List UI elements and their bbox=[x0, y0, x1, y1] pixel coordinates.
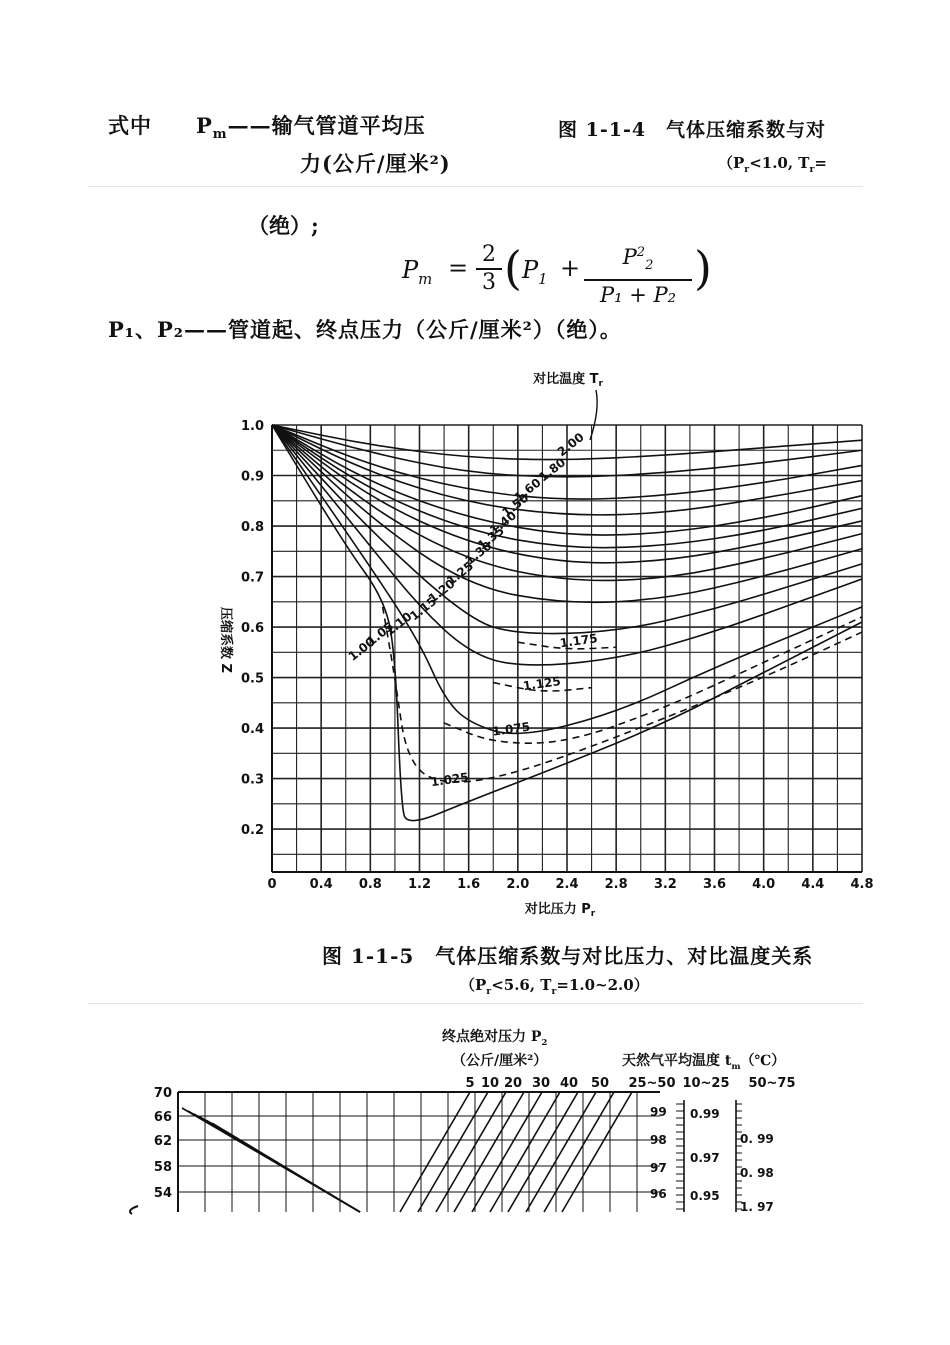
pressure-definition: P₁、P₂——管道起、终点压力（公斤/厘米²）（绝）。 bbox=[108, 317, 622, 342]
curve-label: 1.075 bbox=[491, 719, 531, 739]
curve-label: 1.00 bbox=[345, 634, 378, 664]
nomogram-diagonal-b bbox=[526, 1092, 596, 1212]
curve-label: 1.25 bbox=[444, 558, 477, 589]
curve-label: 1.20 bbox=[425, 576, 458, 606]
x-tick-label: 2.4 bbox=[555, 877, 579, 892]
x-tick-label: 0.8 bbox=[358, 877, 382, 892]
nomogram-diagonal-b bbox=[562, 1092, 632, 1212]
curve-label: 1.35 bbox=[474, 523, 507, 553]
nomogram-temp-range: 10~25 bbox=[682, 1076, 730, 1091]
scale-a-label: 98 bbox=[650, 1133, 667, 1147]
nomogram-header-temperature: 天然气平均温度 $t_m(℃)$ bbox=[622, 1053, 786, 1072]
nomogram-diagonal-b bbox=[472, 1092, 542, 1212]
x-tick-label: 4.4 bbox=[801, 877, 825, 892]
x-tick-label: 2.8 bbox=[604, 877, 628, 892]
x-tick-label: 4.0 bbox=[752, 877, 776, 892]
nomogram-left-tick: 54 bbox=[153, 1186, 172, 1201]
nomogram-diagonal-b bbox=[454, 1092, 524, 1212]
y-tick-label: 0.8 bbox=[240, 520, 264, 536]
curve-label: 1.60 bbox=[511, 475, 544, 505]
nomogram-pressure-tick: 10 bbox=[480, 1076, 500, 1091]
scale-b-label: 0.99 bbox=[690, 1107, 720, 1121]
nomogram-left-tick: 58 bbox=[153, 1160, 172, 1175]
nomogram-header-end-pressure: 终点绝对压力 $P_2$ bbox=[442, 1029, 548, 1048]
nomogram-left-tick: 62 bbox=[153, 1134, 172, 1149]
y-axis-title: 压缩系数 Z bbox=[218, 607, 233, 673]
scale-a-label: 96 bbox=[650, 1187, 667, 1201]
y-tick-label: 0.3 bbox=[240, 772, 264, 788]
curve-label: 1.025 bbox=[429, 770, 470, 790]
x-tick-label: 3.2 bbox=[653, 877, 677, 892]
scale-c-label: 0. 99 bbox=[740, 1132, 774, 1146]
y-tick-label: 0.6 bbox=[240, 621, 264, 637]
where-clause-line1: 式中 $P_m——$输气管道平均压 bbox=[108, 113, 426, 143]
scale-c-label: 1. 97 bbox=[740, 1200, 774, 1214]
scale-b-label: 0.97 bbox=[690, 1151, 720, 1165]
nomogram-diagonal-b bbox=[418, 1092, 488, 1212]
figure-1-1-4-title: 图 1-1-4 气体压缩系数与对 bbox=[558, 119, 827, 141]
curve-label: 2.00 bbox=[554, 429, 587, 460]
nomogram-pressure-tick: 5 bbox=[465, 1076, 475, 1091]
nomogram-temp-range: 50~75 bbox=[748, 1076, 796, 1091]
nomogram-diagonal-b bbox=[508, 1092, 578, 1212]
absolute-note: （绝）; bbox=[248, 213, 319, 238]
curve-label: 1.175 bbox=[558, 631, 599, 651]
curve-label: 1.15 bbox=[407, 594, 440, 624]
nomogram-header-units: （公斤/厘米²） bbox=[452, 1053, 548, 1069]
curve-label: 1.50 bbox=[499, 490, 532, 520]
y-tick-label: 0.7 bbox=[240, 570, 264, 586]
curve-label: 1.30 bbox=[462, 538, 495, 568]
where-clause-line2: 力(公斤/厘米²) bbox=[300, 151, 451, 176]
scale-c-label: 0. 98 bbox=[740, 1166, 774, 1180]
nomogram-pressure-tick: 20 bbox=[503, 1076, 523, 1091]
curve-label: 1.125 bbox=[522, 674, 562, 694]
y-tick-label: 1.0 bbox=[240, 419, 264, 434]
x-tick-label: 1.6 bbox=[457, 877, 481, 892]
figure-1-1-5-title: 图 1-1-5 气体压缩系数与对比压力、对比温度关系 bbox=[322, 944, 814, 968]
scale-a-label: 99 bbox=[650, 1105, 667, 1119]
x-tick-label: 0 bbox=[267, 877, 277, 892]
x-tick-label: 3.6 bbox=[702, 877, 727, 892]
x-tick-label: 0.4 bbox=[309, 877, 333, 892]
nomogram-diagonal-b bbox=[436, 1092, 506, 1212]
figure-1-1-5-subtitle: （$P_r<5.6$, $T_r=1.0\sim 2.0$） bbox=[460, 976, 649, 997]
mean-pressure-formula: $P_m$ = $\frac{2}{3}$ ( $P_1$ + $\frac{P^2_2}{\text{P₁ + P₂}}$ ) bbox=[402, 241, 712, 308]
y-tick-label: 0.5 bbox=[240, 671, 264, 687]
curve-label: 1.10 bbox=[382, 609, 415, 639]
nomogram-diagonal-b bbox=[490, 1092, 560, 1212]
nomogram-left-tick: 70 bbox=[153, 1086, 172, 1101]
nomogram-pressure-tick: 50 bbox=[590, 1076, 610, 1091]
nomogram-pressure-tick: 30 bbox=[531, 1076, 551, 1091]
curve-label: 1.05 bbox=[364, 619, 397, 649]
y-tick-label: 0.9 bbox=[240, 469, 264, 485]
nomogram-diagonal-b bbox=[400, 1092, 470, 1212]
legend-title: 对比温度 $T_r$ bbox=[533, 372, 603, 389]
nomogram-left-mark bbox=[130, 1206, 138, 1214]
nomogram-diagonal-b bbox=[544, 1092, 614, 1212]
figure-1-1-4-subtitle: （$P_r<1.0$, $T_r=$ bbox=[718, 154, 827, 175]
curve-label: 1.40 bbox=[487, 508, 520, 538]
x-axis-title: 对比压力 $P_r$ bbox=[524, 902, 596, 919]
scale-b-label: 0.95 bbox=[690, 1189, 720, 1203]
nomogram-pressure-tick: 40 bbox=[559, 1076, 579, 1091]
y-tick-label: 0.2 bbox=[240, 823, 264, 839]
y-tick-label: 0.4 bbox=[240, 722, 264, 738]
nomogram-left-tick: 66 bbox=[153, 1110, 172, 1125]
scale-a-label: 97 bbox=[650, 1161, 667, 1175]
x-tick-label: 2.0 bbox=[506, 877, 530, 892]
x-tick-label: 4.8 bbox=[850, 877, 874, 892]
x-tick-label: 1.2 bbox=[407, 877, 432, 892]
nomogram-temp-range: 25~50 bbox=[628, 1076, 676, 1091]
curve-label: 1.80 bbox=[536, 455, 569, 485]
